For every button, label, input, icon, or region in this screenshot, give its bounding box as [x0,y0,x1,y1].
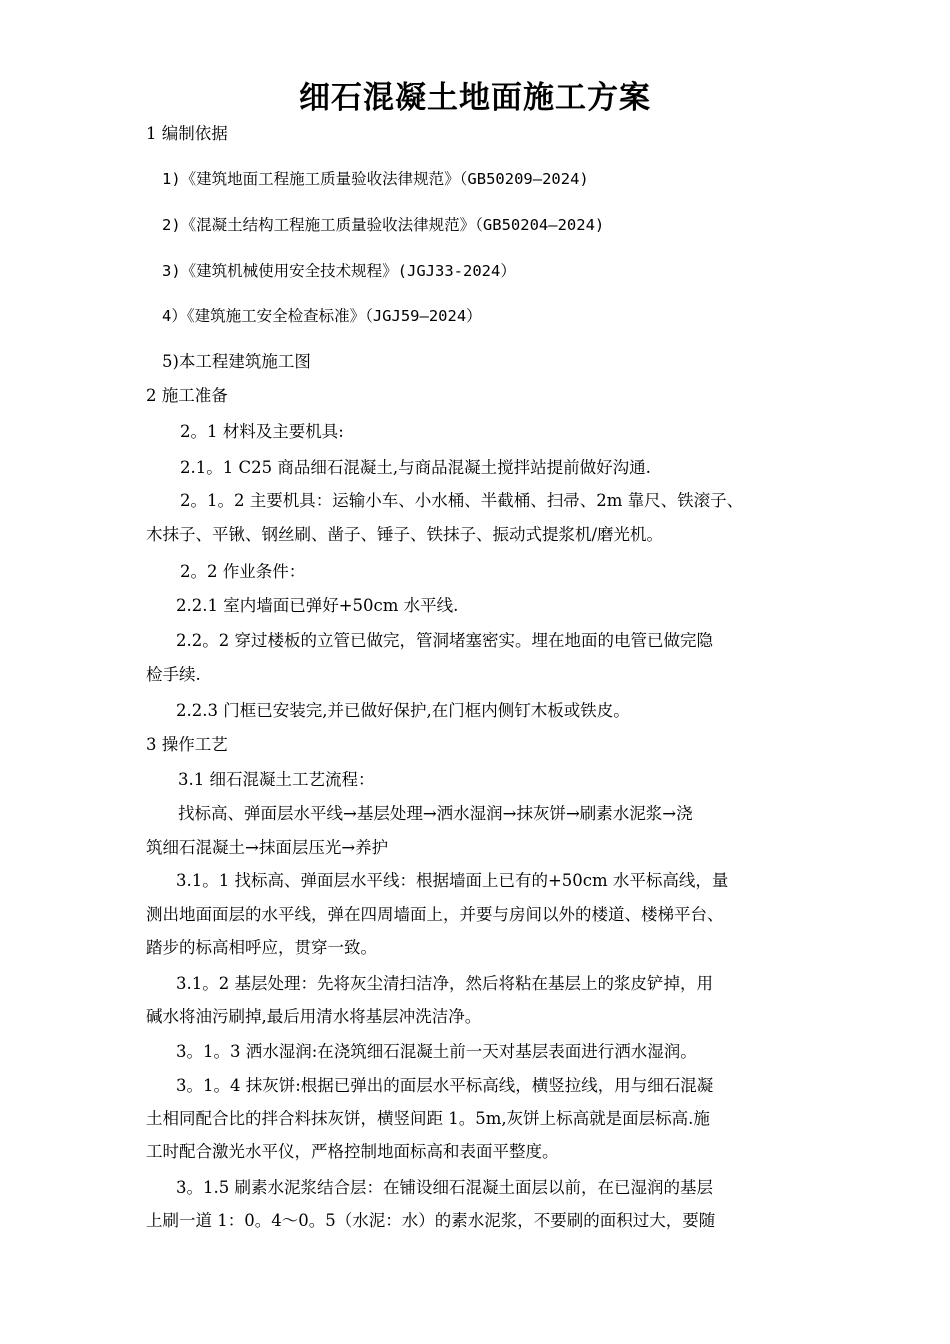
paragraph-line: 3。1。4 抹灰饼:根据已弹出的面层水平标高线，横竖拉线，用与细石混凝 [176,1076,714,1095]
paragraph-line: 2.2.1 室内墙面已弹好+50cm 水平线. [176,596,459,615]
paragraph-line: 上刷一道 1：0。4～0。5（水泥：水）的素水泥浆，不要刷的面积过大，要随 [146,1211,716,1230]
paragraph-line: 3.1。1 找标高、弹面层水平线：根据墙面上已有的+50cm 水平标高线，量 [176,871,729,890]
paragraph-line: 工时配合激光水平仪，严格控制地面标高和表面平整度。 [146,1142,559,1161]
reference-item: 2)《混凝土结构工程施工质量验收法律规范》（GB50204—2024) [162,216,605,234]
reference-item: 4）《建筑施工安全检查标准》（JGJ59—2024） [162,307,482,325]
subsection-heading: 2。1 材料及主要机具: [180,422,344,441]
paragraph-line: 找标高、弹面层水平线→基层处理→洒水湿润→抹灰饼→刷素水泥浆→浇 [178,804,693,823]
paragraph-line: 检手续. [146,665,201,684]
subsection-heading: 3.1 细石混凝土工艺流程： [178,770,375,789]
section-heading: 1 编制依据 [146,124,228,143]
paragraph-line: 碱水将油污刷掉,最后用清水将基层冲洗洁净。 [146,1007,482,1026]
paragraph-line: 2。1。2 主要机具：运输小车、小水桶、半截桶、扫帚、2m 靠尺、铁滚子、 [180,491,744,510]
reference-item: 3)《建筑机械使用安全技术规程》(JGJ33-2024） [162,262,516,280]
document-title: 细石混凝土地面施工方案 [299,80,651,116]
paragraph-line: 踏步的标高相呼应，贯穿一致。 [146,938,377,957]
paragraph-line: 木抹子、平锹、钢丝刷、凿子、锤子、铁抹子、振动式提浆机/磨光机。 [146,525,664,544]
subsection-heading: 2。2 作业条件： [180,562,306,581]
section-heading: 2 施工准备 [146,386,228,405]
reference-item: 1)《建筑地面工程施工质量验收法律规范》（GB50209—2024) [162,170,589,188]
reference-item: 5)本工程建筑施工图 [162,352,311,371]
paragraph-line: 土相同配合比的拌合料抹灰饼，横竖间距 1。5m,灰饼上标高就是面层标高.施 [146,1109,710,1128]
paragraph-line: 3.1。2 基层处理：先将灰尘清扫洁净，然后将粘在基层上的浆皮铲掉，用 [176,974,713,993]
paragraph-line: 测出地面面层的水平线，弹在四周墙面上，并要与房间以外的楼道、楼梯平台、 [146,905,724,924]
paragraph-line: 3。1.5 刷素水泥浆结合层：在铺设细石混凝土面层以前，在已湿润的基层 [176,1178,713,1197]
paragraph-line: 筑细石混凝土→抹面层压光→养护 [146,838,389,857]
paragraph-line: 2.2。2 穿过楼板的立管已做完，管洞堵塞密实。埋在地面的电管已做完隐 [176,631,713,650]
section-heading: 3 操作工艺 [146,735,228,754]
paragraph-line: 3。1。3 洒水湿润:在浇筑细石混凝土前一天对基层表面进行洒水湿润。 [176,1042,697,1061]
paragraph-line: 2.2.3 门框已安装完,并已做好保护,在门框内侧钉木板或铁皮。 [176,701,630,720]
paragraph-line: 2.1。1 C25 商品细石混凝土,与商品混凝土搅拌站提前做好沟通. [180,458,651,477]
